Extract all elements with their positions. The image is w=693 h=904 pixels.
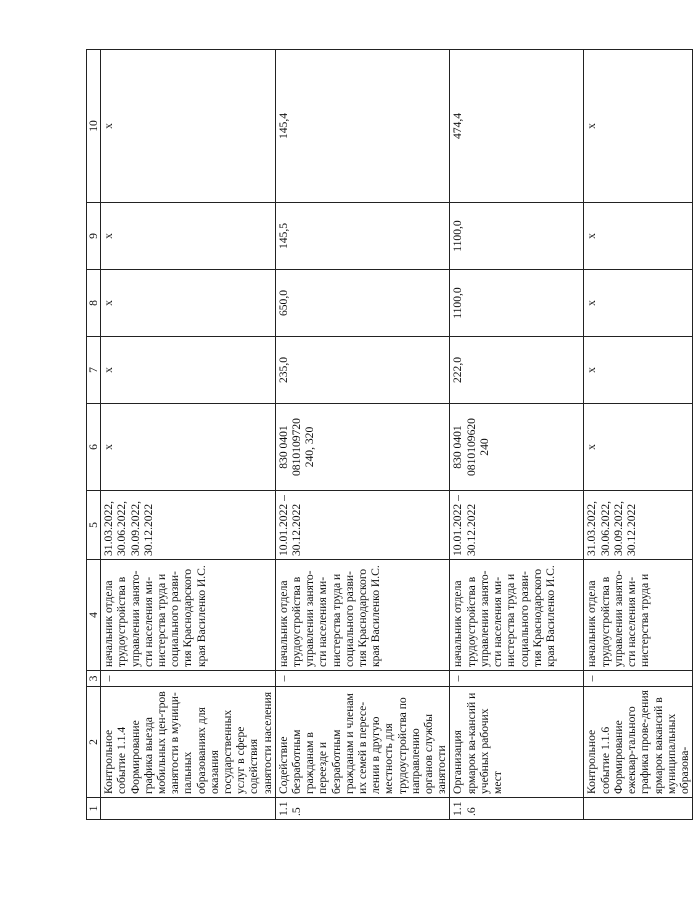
budget-code	[275, 404, 450, 491]
date-line: 10.01.2022 –	[451, 495, 465, 556]
deadline-dates	[450, 491, 584, 560]
budget-code	[450, 404, 584, 491]
table-row	[101, 50, 276, 820]
code-line: 240, 320	[303, 426, 317, 468]
value-col-9: 145,5	[275, 203, 450, 270]
code-line: 0810109720	[290, 418, 304, 476]
deadline-dates	[101, 491, 276, 560]
row-number: 1.1.6	[450, 798, 584, 820]
date-line: 30.12.2022	[464, 503, 478, 556]
code-line: 240	[477, 438, 491, 456]
value-col-8: х	[584, 270, 693, 337]
header-cell: 2	[87, 687, 101, 798]
date-line: 30.09.2022,	[128, 500, 142, 556]
value-col-10: 474,4	[450, 50, 584, 203]
code-line: х	[102, 444, 116, 450]
date-line: 30.12.2022	[625, 503, 639, 556]
value-col-9: 1100,0	[450, 203, 584, 270]
header-cell: 5	[87, 491, 101, 560]
responsible-person: начальник отдела трудоустройства в управлении занято-сти населения ми-нистерства труда и социального разви-тия Краснодарского края Василенко И.С.	[101, 560, 276, 671]
header-cell: 1	[87, 798, 101, 820]
activity-name: Контрольное событие 1.1.4 Формирование графика выезда мобильных цен-тров занятости в муници-пальных образованиях для оказания государственных услуг в сфере содействия занятости населения	[101, 687, 276, 798]
column-3-value: –	[584, 671, 693, 687]
header-cell: 6	[87, 404, 101, 491]
row-number	[101, 798, 276, 820]
value-col-7: 222,0	[450, 337, 584, 404]
program-table	[86, 49, 693, 820]
date-line: 30.06.2022,	[115, 500, 129, 556]
rotated-page	[86, 70, 691, 820]
column-3-value: –	[101, 671, 276, 687]
date-line: 31.03.2022,	[585, 500, 599, 556]
activity-name: Содействие безработным гражданам в переезде и безработным гражданам и членам их семей в пересе-лении в другую местность для трудоустройства по направлению органов службы занятости	[275, 687, 450, 798]
value-col-10: х	[101, 50, 276, 203]
deadline-dates	[275, 491, 450, 560]
budget-code	[584, 404, 693, 491]
responsible-person: начальник отдела трудоустройства в управлении занято-сти населения ми-нистерства труда и	[584, 560, 693, 671]
value-col-10: 145,4	[275, 50, 450, 203]
code-line: 830 0401	[451, 425, 465, 469]
responsible-person: начальник отдела трудоустройства в управлении занято-сти населения ми-нистерства труда и социального разви-тия Краснодарского края Василенко И.С.	[450, 560, 584, 671]
budget-code	[101, 404, 276, 491]
value-col-7: 235,0	[275, 337, 450, 404]
header-cell: 3	[87, 671, 101, 687]
date-line: 30.12.2022	[290, 503, 304, 556]
column-3-value: –	[450, 671, 584, 687]
header-cell: 4	[87, 560, 101, 671]
column-3-value: –	[275, 671, 450, 687]
table-row	[584, 50, 693, 820]
row-number: 1.1.5	[275, 798, 450, 820]
date-line: 30.06.2022,	[598, 500, 612, 556]
column-number-row	[87, 50, 101, 820]
date-line: 30.12.2022	[141, 503, 155, 556]
table-row	[275, 50, 450, 820]
value-col-7: х	[101, 337, 276, 404]
responsible-person: начальник отдела трудоустройства в управлении занято-сти населения ми-нистерства труда и социального разви-тия Краснодарского края Василенко И.С.	[275, 560, 450, 671]
value-col-9: х	[584, 203, 693, 270]
value-col-7: х	[584, 337, 693, 404]
header-cell: 9	[87, 203, 101, 270]
header-cell: 7	[87, 337, 101, 404]
header-cell: 8	[87, 270, 101, 337]
value-col-8: 1100,0	[450, 270, 584, 337]
value-col-10: х	[584, 50, 693, 203]
value-col-8: х	[101, 270, 276, 337]
code-line: 0810109620	[464, 418, 478, 476]
date-line: 30.09.2022,	[611, 500, 625, 556]
value-col-9: х	[101, 203, 276, 270]
activity-name: Организация ярмарок ва-кансий и учебных рабочих мест	[450, 687, 584, 798]
deadline-dates	[584, 491, 693, 560]
code-line: х	[585, 444, 599, 450]
header-cell: 10	[87, 50, 101, 203]
activity-name: Контрольное событие 1.1.6 Формирование ежеквар-тального графика прове-дения ярмарок вакансий в муниципальных образова-	[584, 687, 693, 798]
row-number	[584, 798, 693, 820]
value-col-8: 650,0	[275, 270, 450, 337]
date-line: 31.03.2022,	[102, 500, 116, 556]
table-row	[450, 50, 584, 820]
date-line: 10.01.2022 –	[276, 495, 290, 556]
code-line: 830 0401	[276, 425, 290, 469]
